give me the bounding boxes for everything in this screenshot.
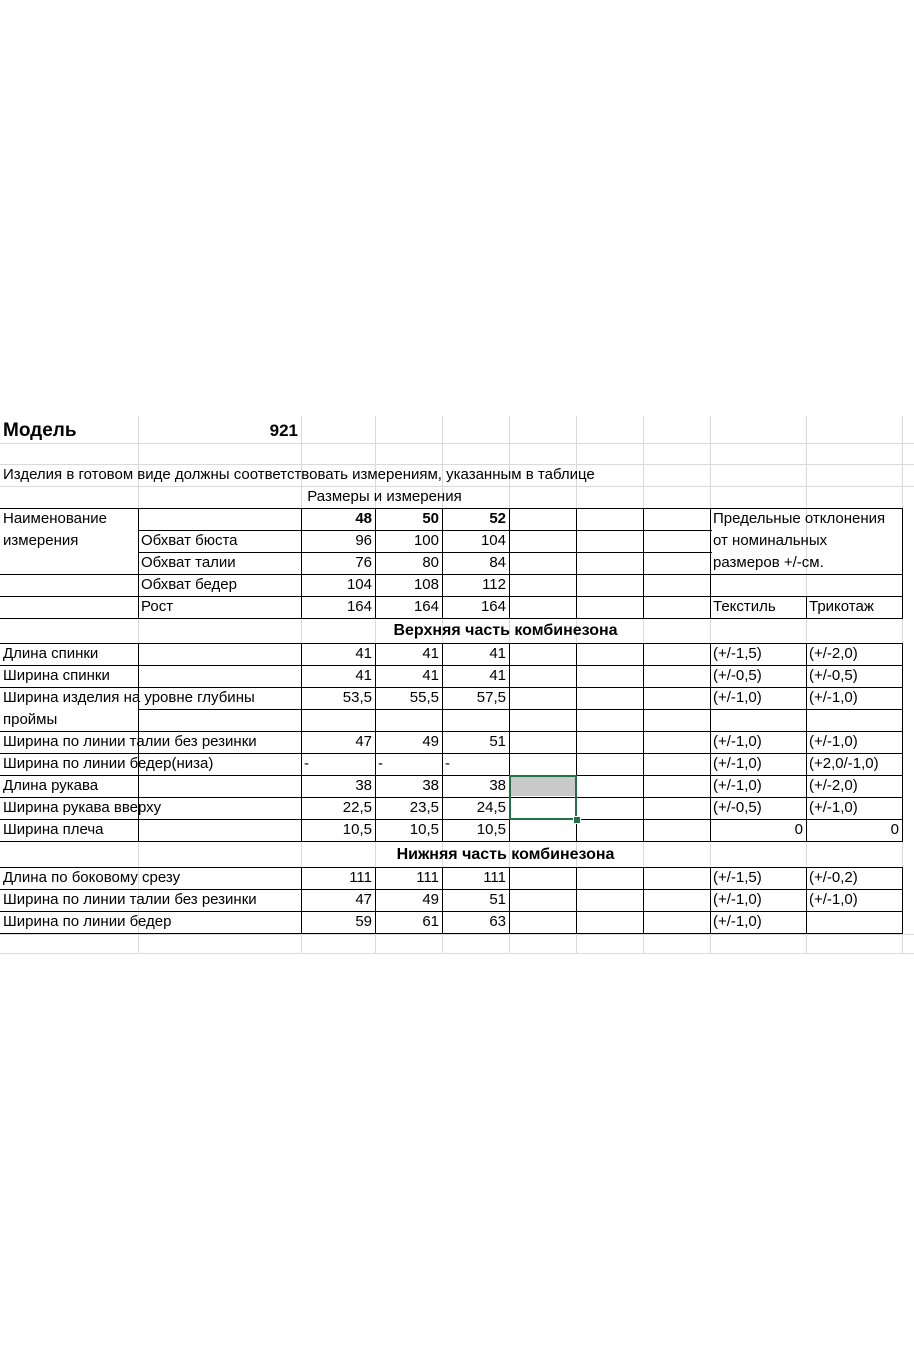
- textile-tolerance[interactable]: [710, 709, 806, 731]
- measurement-label[interactable]: проймы: [3, 711, 58, 728]
- table-caption[interactable]: Размеры и измерения: [307, 488, 462, 505]
- knit-tolerance[interactable]: (+2,0/-1,0): [809, 755, 879, 772]
- size-48-value[interactable]: 10,5: [342, 821, 372, 838]
- size-48-value[interactable]: [301, 709, 375, 731]
- body-measure-value[interactable]: 100: [413, 532, 439, 549]
- size-52-value[interactable]: 41: [489, 645, 506, 662]
- body-measure-value[interactable]: 96: [355, 532, 372, 549]
- knit-tolerance[interactable]: [806, 709, 902, 731]
- measurement-label[interactable]: Ширина изделия на уровне глубины: [3, 689, 255, 706]
- knit-tolerance[interactable]: [806, 911, 902, 933]
- size-48-value[interactable]: 41: [355, 667, 372, 684]
- size-50-value[interactable]: 49: [422, 733, 439, 750]
- body-measure-value[interactable]: 108: [413, 576, 439, 593]
- model-label[interactable]: Модель: [3, 420, 77, 441]
- size-48-value[interactable]: 111: [349, 869, 372, 886]
- body-measure-value[interactable]: 164: [346, 598, 372, 615]
- textile-tolerance[interactable]: (+/-1,0): [713, 689, 762, 706]
- knit-tolerance[interactable]: (+/-1,0): [809, 891, 858, 908]
- textile-column-header[interactable]: Текстиль: [713, 598, 776, 615]
- size-52-value[interactable]: [442, 709, 509, 731]
- body-measure-value[interactable]: 104: [480, 532, 506, 549]
- tolerance-header-line3[interactable]: размеров +/-см.: [713, 554, 824, 571]
- body-measure-label[interactable]: Обхват бедер: [141, 576, 237, 593]
- size-48-value[interactable]: -: [304, 755, 309, 772]
- knit-tolerance[interactable]: (+/-2,0): [809, 645, 858, 662]
- size-52-value[interactable]: 24,5: [476, 799, 506, 816]
- header-name-line2[interactable]: измерения: [3, 532, 79, 549]
- measurement-label[interactable]: Ширина по линии бедер(низа): [3, 755, 214, 772]
- knit-tolerance[interactable]: (+/-1,0): [809, 689, 858, 706]
- body-measure-value[interactable]: 164: [480, 598, 506, 615]
- size-50-value[interactable]: 23,5: [409, 799, 439, 816]
- size-52-header[interactable]: 52: [489, 510, 506, 527]
- lower-section-title[interactable]: Нижняя часть комбинезона: [396, 846, 615, 863]
- textile-tolerance[interactable]: (+/-1,5): [713, 869, 762, 886]
- size-50-value[interactable]: 61: [422, 913, 439, 930]
- size-52-value[interactable]: 38: [489, 777, 506, 794]
- size-52-value[interactable]: 63: [489, 913, 506, 930]
- knit-tolerance[interactable]: (+/-1,0): [809, 799, 858, 816]
- upper-section-title[interactable]: Верхняя часть комбинезона: [393, 622, 618, 639]
- textile-tolerance[interactable]: (+/-1,0): [713, 913, 762, 930]
- tolerance-header-line1[interactable]: Предельные отклонения: [713, 510, 886, 527]
- body-measure-value[interactable]: 104: [346, 576, 372, 593]
- size-50-value[interactable]: -: [378, 755, 383, 772]
- size-52-value[interactable]: 51: [489, 891, 506, 908]
- textile-tolerance[interactable]: (+/-1,0): [713, 733, 762, 750]
- body-measure-value[interactable]: 84: [489, 554, 506, 571]
- size-50-value[interactable]: 49: [422, 891, 439, 908]
- size-48-value[interactable]: 47: [355, 733, 372, 750]
- tolerance-header-line2[interactable]: от номинальных: [713, 532, 828, 549]
- size-48-value[interactable]: 47: [355, 891, 372, 908]
- measurement-label[interactable]: Ширина по линии талии без резинки: [3, 733, 257, 750]
- body-measure-label[interactable]: Обхват талии: [141, 554, 236, 571]
- knit-tolerance[interactable]: 0: [890, 821, 899, 838]
- size-50-value[interactable]: [375, 709, 442, 731]
- size-50-value[interactable]: 41: [422, 667, 439, 684]
- fill-handle[interactable]: [573, 816, 581, 824]
- textile-tolerance[interactable]: (+/-1,0): [713, 755, 762, 772]
- size-52-value[interactable]: 41: [489, 667, 506, 684]
- knit-column-header[interactable]: Трикотаж: [809, 598, 874, 615]
- size-52-value[interactable]: 111: [483, 869, 506, 886]
- body-measure-label[interactable]: Обхват бюста: [141, 532, 238, 549]
- size-50-value[interactable]: 55,5: [409, 689, 439, 706]
- header-name-line1[interactable]: Наименование: [3, 510, 107, 527]
- body-measure-label[interactable]: Рост: [141, 598, 174, 615]
- textile-tolerance[interactable]: (+/-0,5): [713, 667, 762, 684]
- measurement-label[interactable]: Ширина по линии бедер: [3, 913, 172, 930]
- measurement-label[interactable]: Ширина рукава вверху: [3, 799, 162, 816]
- knit-tolerance[interactable]: (+/-2,0): [809, 777, 858, 794]
- size-52-value[interactable]: 51: [489, 733, 506, 750]
- textile-tolerance[interactable]: (+/-1,0): [713, 891, 762, 908]
- model-number[interactable]: 921: [269, 421, 298, 440]
- size-48-value[interactable]: 22,5: [342, 799, 372, 816]
- size-50-value[interactable]: 111: [416, 869, 439, 886]
- measurement-label[interactable]: Ширина по линии талии без резинки: [3, 891, 257, 908]
- size-52-value[interactable]: 10,5: [476, 821, 506, 838]
- body-measure-value[interactable]: 80: [422, 554, 439, 571]
- textile-tolerance[interactable]: (+/-1,0): [713, 777, 762, 794]
- size-50-value[interactable]: 10,5: [409, 821, 439, 838]
- measurement-label[interactable]: Длина спинки: [3, 645, 99, 662]
- body-measure-value[interactable]: 112: [482, 576, 506, 593]
- textile-tolerance[interactable]: 0: [794, 821, 803, 838]
- size-48-value[interactable]: 53,5: [342, 689, 372, 706]
- size-48-value[interactable]: 59: [355, 913, 372, 930]
- selected-cell-range[interactable]: [509, 775, 577, 820]
- size-48-value[interactable]: 38: [355, 777, 372, 794]
- size-50-value[interactable]: 38: [422, 777, 439, 794]
- knit-tolerance[interactable]: (+/-0,5): [809, 667, 858, 684]
- measurement-label[interactable]: Ширина плеча: [3, 821, 104, 838]
- size-52-value[interactable]: -: [445, 755, 450, 772]
- textile-tolerance[interactable]: (+/-1,5): [713, 645, 762, 662]
- measurement-label[interactable]: Ширина спинки: [3, 667, 110, 684]
- size-48-header[interactable]: 48: [355, 510, 372, 527]
- body-measure-value[interactable]: 164: [413, 598, 439, 615]
- measurement-label[interactable]: Длина по боковому срезу: [3, 869, 181, 886]
- size-50-header[interactable]: 50: [422, 510, 439, 527]
- size-52-value[interactable]: 57,5: [476, 689, 506, 706]
- knit-tolerance[interactable]: (+/-0,2): [809, 869, 858, 886]
- measurement-label[interactable]: Длина рукава: [3, 777, 99, 794]
- knit-tolerance[interactable]: (+/-1,0): [809, 733, 858, 750]
- body-measure-value[interactable]: 76: [355, 554, 372, 571]
- size-50-value[interactable]: 41: [422, 645, 439, 662]
- textile-tolerance[interactable]: (+/-0,5): [713, 799, 762, 816]
- size-48-value[interactable]: 41: [355, 645, 372, 662]
- requirements-note[interactable]: Изделия в готовом виде должны соответствовать измерениям, указанным в таблице: [3, 466, 595, 483]
